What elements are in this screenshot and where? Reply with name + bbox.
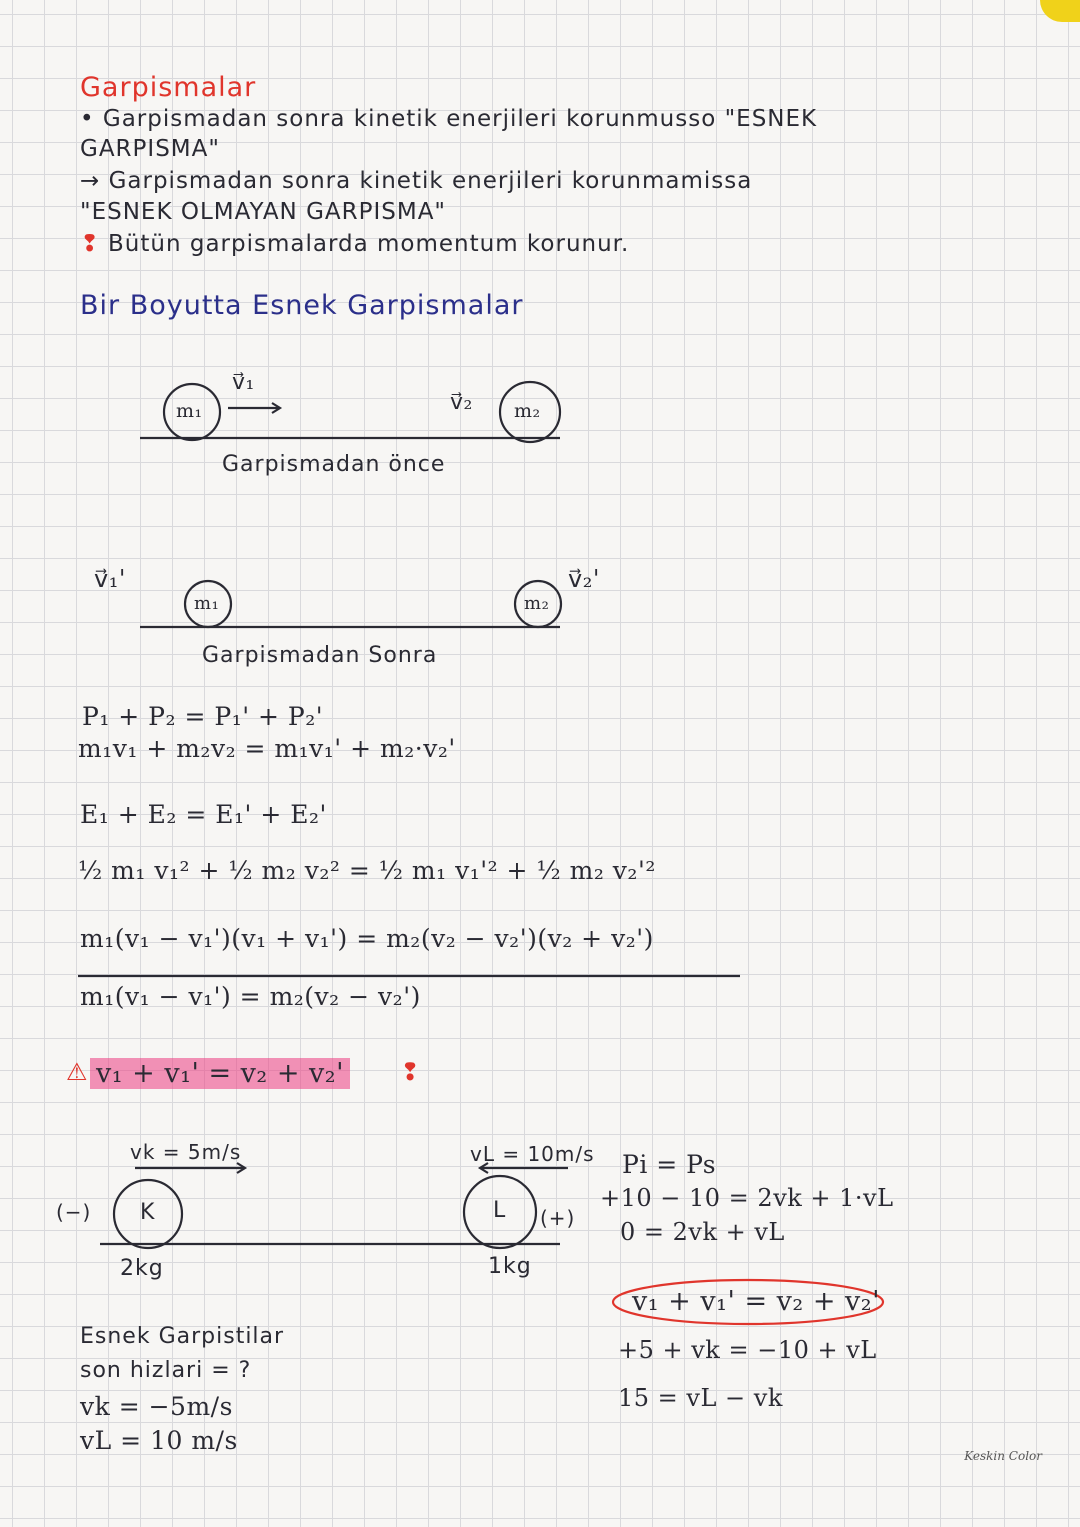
key-result-equation [90, 1058, 350, 1089]
label-m1-after: m₁ [194, 593, 220, 614]
highlight-mark-icon: ❢ [400, 1058, 422, 1086]
solution-step-2: +10 − 10 = 2vk + 1·vL [600, 1184, 894, 1212]
answer-vk: vk = −5m/s [80, 1392, 233, 1421]
label-m2-after: m₂ [524, 593, 550, 614]
equation-divisor: m₁(v₁ − v₁') = m₂(v₂ − v₂') [80, 982, 421, 1011]
label-negative-direction: (−) [56, 1200, 92, 1224]
label-vk: vk = 5m/s [130, 1140, 242, 1164]
solution-step-5: +5 + vk = −10 + vL [618, 1336, 877, 1364]
label-m1-before: m₁ [176, 400, 203, 422]
note-line-1a: • Garpismadan sonra kinetik enerjileri korunmusso "ESNEK [80, 106, 818, 132]
warning-icon: ⚠ [66, 1058, 89, 1086]
label-ball-k: K [140, 1200, 156, 1225]
answer-vl: vL = 10 m/s [80, 1426, 238, 1455]
label-positive-direction: (+) [540, 1206, 576, 1230]
note-line-2a: → Garpismadan sonra kinetik enerjileri korunmamissa [80, 168, 753, 194]
section-title: Bir Boyutta Esnek Garpismalar [80, 290, 524, 321]
label-v2-after: v⃗₂' [568, 565, 600, 593]
mass-l: 1kg [488, 1254, 532, 1279]
label-vl: vL = 10m/s [470, 1142, 595, 1166]
question-line-1: Esnek Garpistilar [80, 1324, 285, 1349]
note-line-3: Bütün garpismalarda momentum korunur. [108, 231, 630, 257]
mass-k: 2kg [120, 1256, 164, 1281]
page-title: Garpismalar [80, 72, 257, 103]
equation-momentum-2: m₁v₁ + m₂v₂ = m₁v₁' + m₂·v₂' [78, 734, 456, 763]
label-v1-after: v⃗₁' [94, 565, 126, 593]
solution-step-1: Pi = Ps [622, 1150, 717, 1179]
bullet-icon: ❢ [80, 231, 101, 257]
solution-step-6: 15 = vL − vk [618, 1384, 783, 1412]
caption-after: Garpismadan Sonra [202, 643, 438, 668]
note-line-1b: GARPISMA" [80, 136, 220, 162]
note-line-2b: "ESNEK OLMAYAN GARPISMA" [80, 199, 447, 225]
question-line-2: son hizlari = ? [80, 1358, 252, 1383]
equation-energy-1: E₁ + E₂ = E₁' + E₂' [80, 800, 327, 829]
key-result-highlight: v₁ + v₁' = v₂ + v₂' [90, 1058, 350, 1089]
solution-step-4: v₁ + v₁' = v₂ + v₂' [632, 1286, 881, 1317]
label-v2-before: v⃗₂ [450, 390, 473, 415]
equation-momentum-1: P₁ + P₂ = P₁' + P₂' [82, 702, 324, 731]
equation-factored: m₁(v₁ − v₁')(v₁ + v₁') = m₂(v₂ − v₂')(v₂ + v₂') [80, 924, 654, 953]
label-m2-before: m₂ [514, 400, 541, 422]
label-ball-l: L [493, 1198, 507, 1223]
equation-energy-2: ½ m₁ v₁² + ½ m₂ v₂² = ½ m₁ v₁'² + ½ m₂ v₂'² [78, 856, 656, 885]
solution-step-3: 0 = 2vk + vL [620, 1218, 785, 1246]
caption-before: Garpismadan önce [222, 452, 446, 477]
label-v1-before: v⃗₁ [232, 370, 255, 395]
notebook-brand: Keskin Color [964, 1449, 1042, 1463]
